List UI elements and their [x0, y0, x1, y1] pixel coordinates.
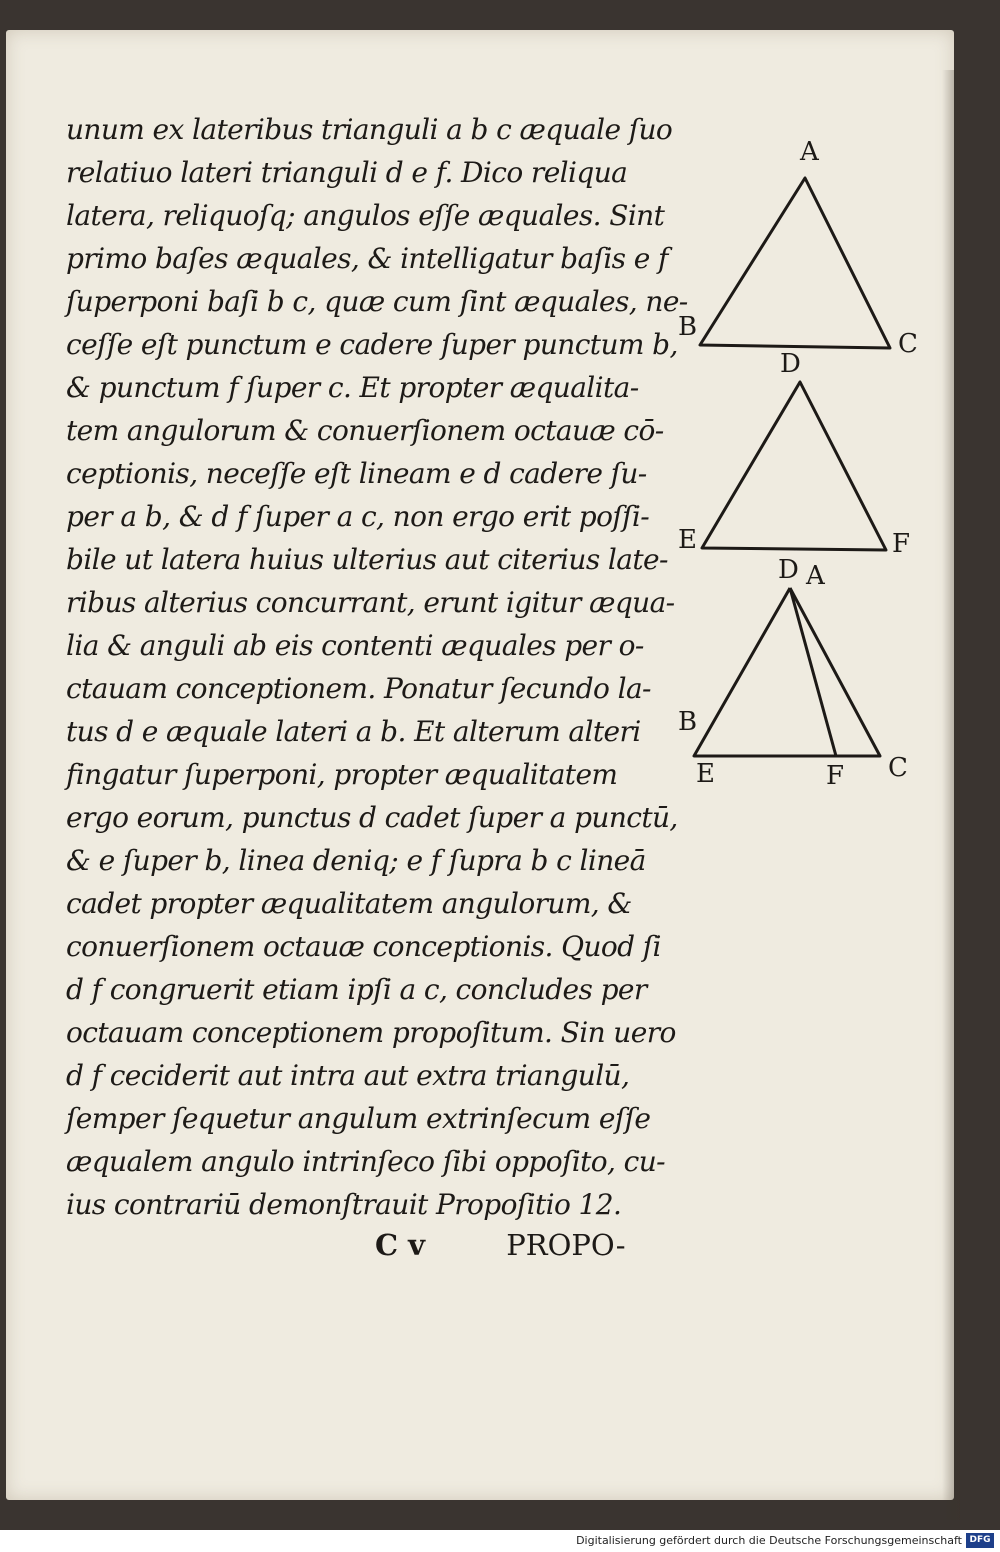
body-text	[66, 108, 688, 1226]
text-line: tem angulorum & conuerſionem octauæ cō-	[66, 414, 664, 447]
catchword-line	[375, 1228, 626, 1262]
figure-triangle-def	[678, 349, 910, 559]
catchword: PROPO-	[506, 1228, 626, 1262]
text-line: octauam conceptionem propoſitum. Sin uero	[66, 1016, 676, 1049]
label-f: F	[892, 529, 911, 559]
text-line: æqualem angulo intrinſeco ſibi oppoſito, cu-	[66, 1145, 665, 1178]
text-line: & punctum f ſuper c. Et propter æqualita-	[66, 371, 639, 404]
triangle-abc-overlay	[694, 588, 880, 756]
text-line: ribus alterius concurrant, erunt igitur æqua-	[66, 586, 675, 619]
text-line: bile ut latera huius ulterius aut citerius late-	[66, 543, 668, 576]
text-line: ceſſe eſt punctum e cadere ſuper punctum b,	[66, 328, 678, 361]
label-a-overlay: A	[806, 561, 825, 591]
text-line: d f ceciderit aut intra aut extra triangulū,	[66, 1059, 630, 1092]
figure-overlaid-triangles	[678, 555, 908, 791]
text-line: per a b, & d f ſuper a c, non ergo erit poſſi-	[66, 500, 650, 533]
page-edge-shadow	[942, 70, 960, 1520]
label-b: B	[678, 312, 698, 342]
text-line: ſemper ſequetur angulum extrinſecum eſſe	[66, 1102, 651, 1135]
funding-credit: Digitalisierung gefördert durch die Deutsche Forschungsgemeinschaft	[576, 1534, 962, 1547]
signature-mark: C v	[375, 1228, 426, 1262]
label-a: A	[800, 137, 819, 167]
text-line: primo baſes æquales, & intelligatur baſis e f	[66, 242, 668, 275]
text-line: ius contrariū demonſtrauit Propoſitio 12.	[66, 1188, 622, 1221]
text-line: lia & anguli ab eis contenti æquales per o-	[66, 629, 644, 662]
text-line: unum ex lateribus trianguli a b c æquale ſuo	[66, 113, 673, 146]
label-f-overlay: F	[826, 761, 845, 791]
label-d: D	[780, 349, 801, 379]
label-b-overlay: B	[678, 707, 698, 737]
triangle-figures	[660, 120, 940, 820]
text-line: & e ſuper b, linea deniq; e f ſupra b c lineā	[66, 844, 646, 877]
label-d-overlay: D	[778, 555, 799, 585]
footer-bar	[0, 1530, 1000, 1552]
label-e: E	[678, 525, 697, 555]
text-line: latera, reliquoſq; angulos eſſe æquales. Sint	[66, 199, 665, 232]
label-e-overlay: E	[696, 759, 715, 789]
dfg-logo: DFG	[966, 1533, 994, 1548]
text-line: ergo eorum, punctus d cadet ſuper a punctū,	[66, 801, 678, 834]
text-line: fingatur ſuperponi, propter æqualitatem	[66, 758, 618, 791]
text-line: d f congruerit etiam ipſi a c, concludes per	[66, 973, 647, 1006]
label-c: C	[898, 329, 918, 359]
text-line: cadet propter æqualitatem angulorum, &	[66, 887, 632, 920]
text-line: relatiuo lateri trianguli d e f. Dico reliqua	[66, 156, 628, 189]
triangle-def-shape	[702, 382, 886, 550]
text-line: conuerſionem octauæ conceptionis. Quod ſi	[66, 930, 661, 963]
triangle-abc-shape	[700, 178, 890, 348]
text-line: ctauam conceptionem. Ponatur ſecundo la-	[66, 672, 651, 705]
text-line: tus d e æquale lateri a b. Et alterum alteri	[66, 715, 641, 748]
label-c-overlay: C	[888, 753, 908, 783]
text-line: ſuperponi baſi b c, quæ cum ſint æquales, ne-	[66, 285, 688, 318]
text-line: ceptionis, neceſſe eſt lineam e d cadere ſu-	[66, 457, 647, 490]
figure-triangle-abc	[678, 137, 918, 359]
line-df	[790, 588, 836, 756]
